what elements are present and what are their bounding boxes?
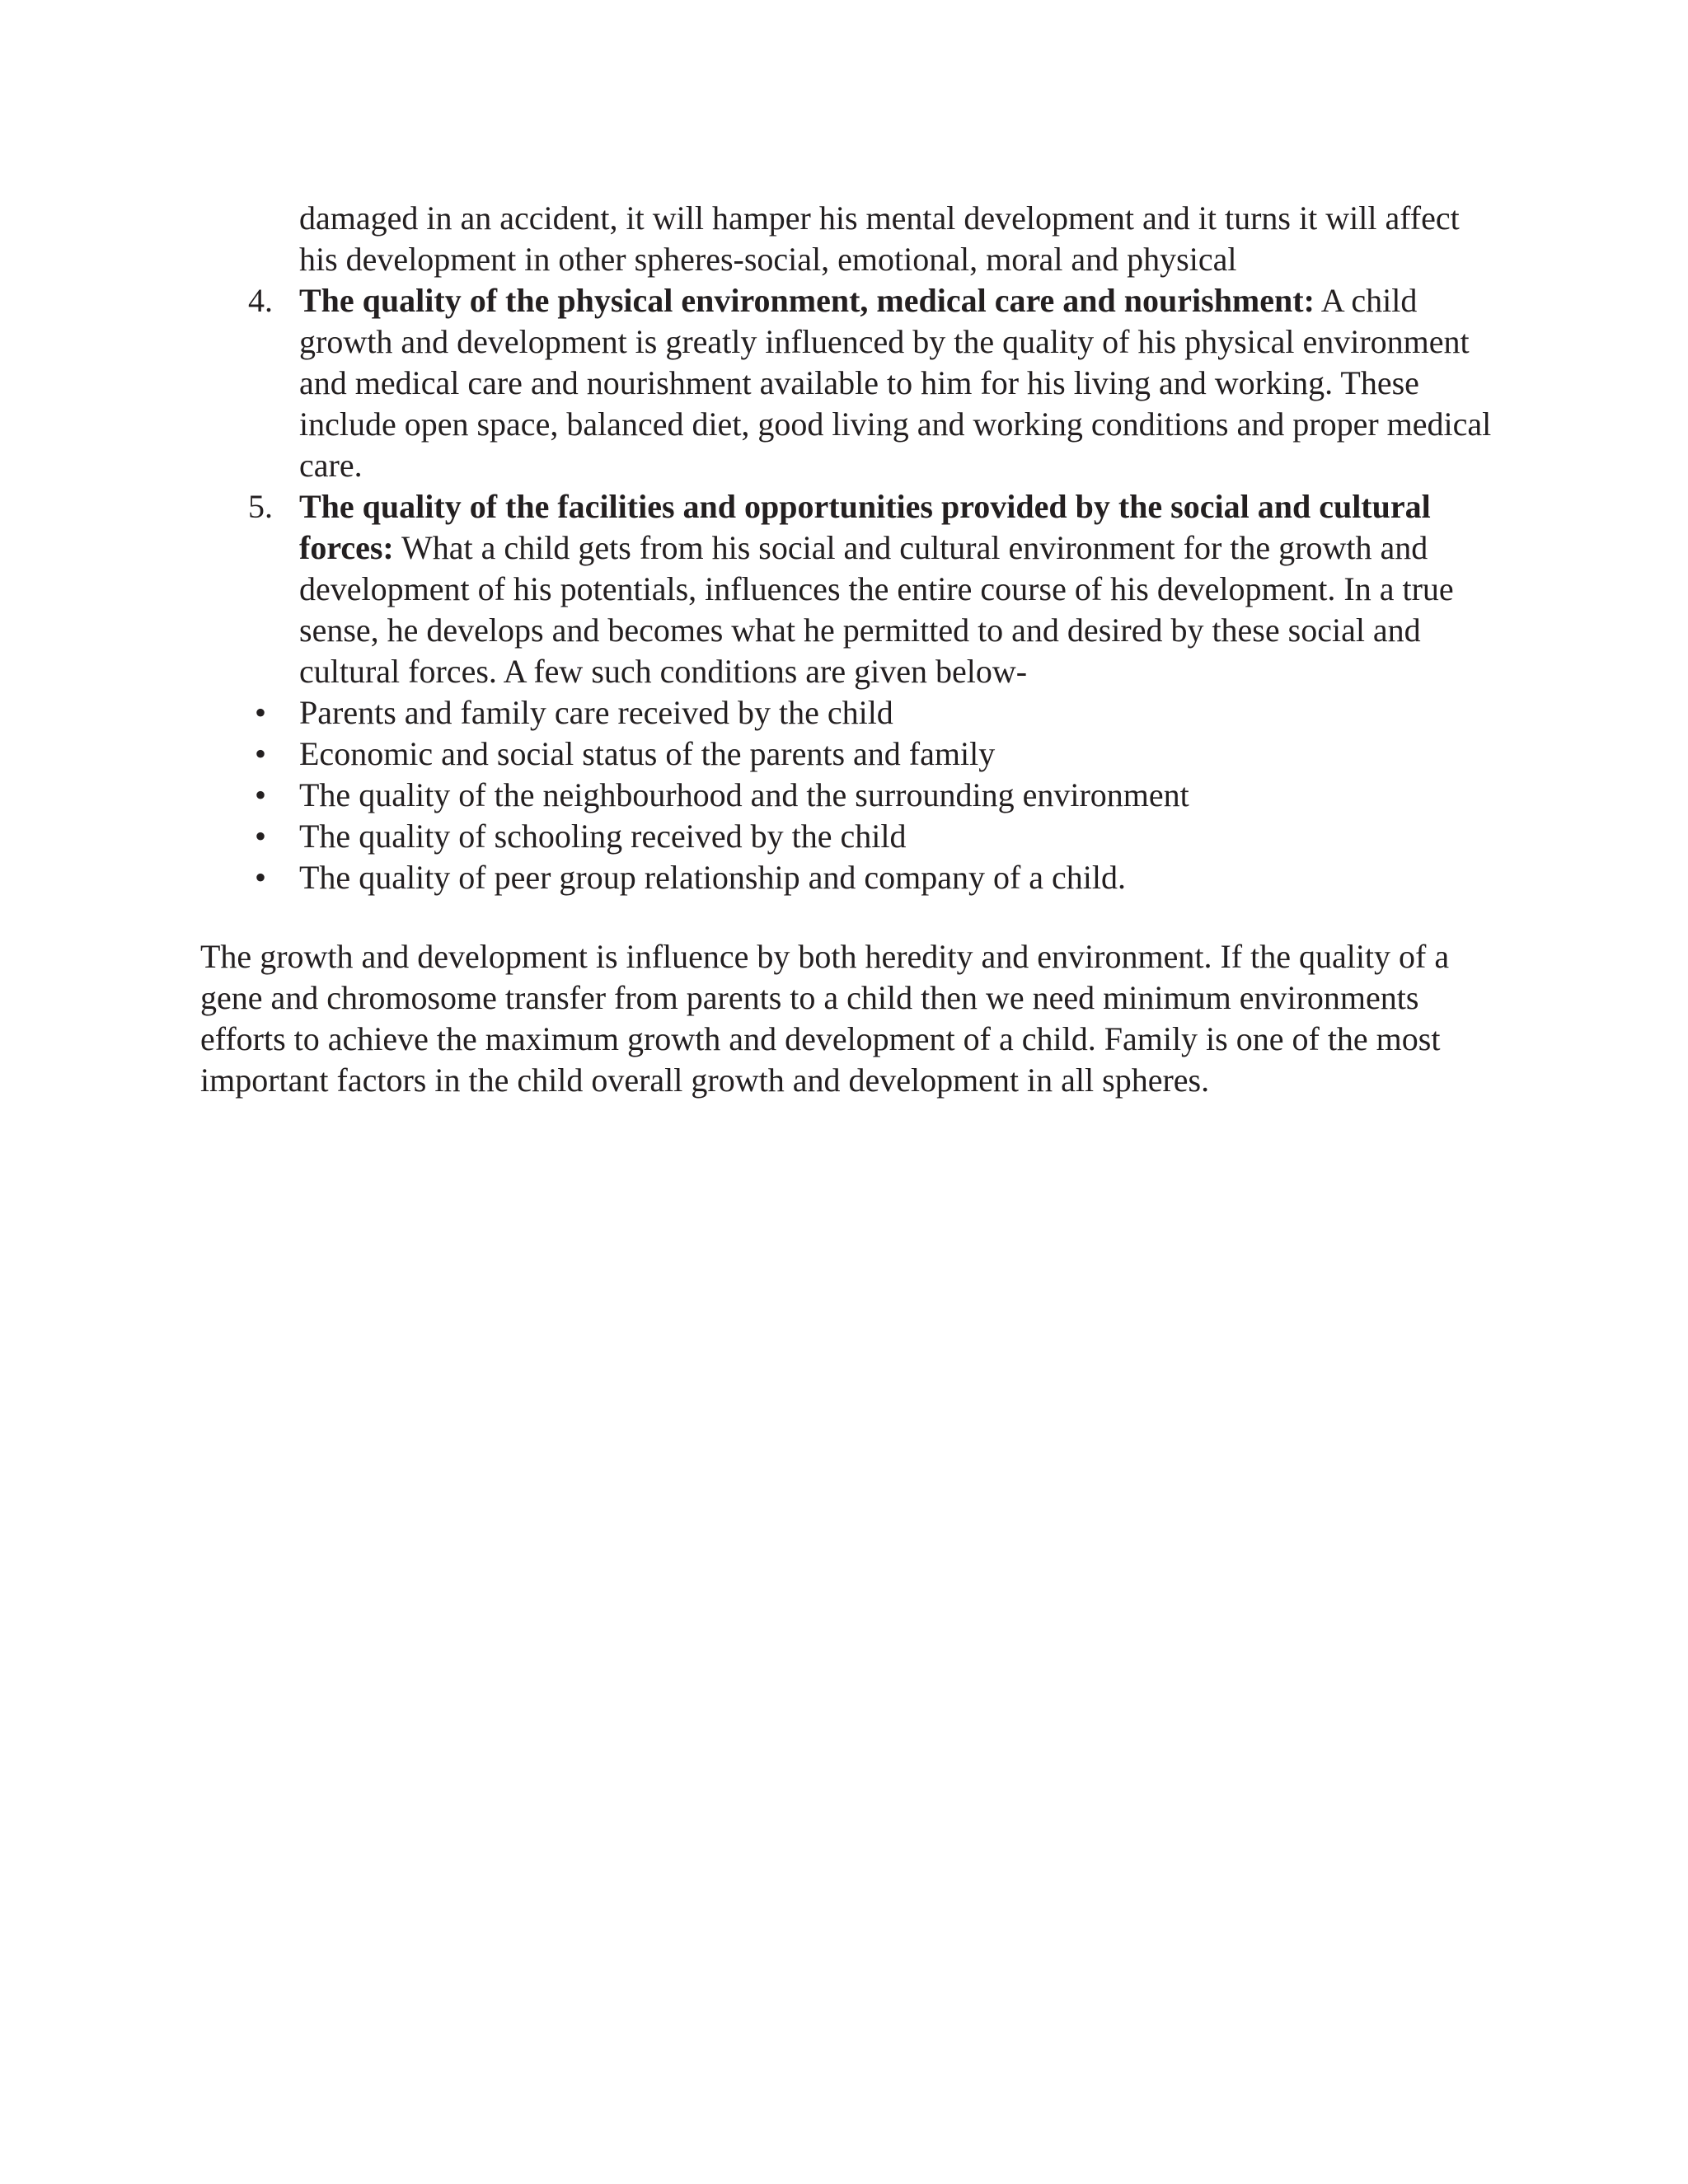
- numbered-item-4: [200, 280, 1503, 486]
- item-body: A child growth and development is greatly influenced by the quality of his physical environment and medical care and nourishment available to him for his living and working. These include open space, balanced diet, good living and working conditions and proper medical care.: [299, 282, 1492, 484]
- document-content: [200, 198, 1503, 1101]
- bullet-text: Economic and social status of the parents and family: [299, 735, 996, 772]
- bullet-text: The quality of the neighbourhood and the surrounding environment: [299, 776, 1189, 813]
- bullet-icon: •: [254, 818, 266, 855]
- item-heading: The quality of the facilities and opportunities provided by the social and cultural forces:: [299, 488, 1431, 566]
- item-body: What a child gets from his social and cultural environment for the growth and development of his potentials, influences the entire course of his development. In a true sense, he develops and becomes what he permitted to and desired by these social and cultural forces. A few such conditions are given below-: [299, 529, 1454, 690]
- bullet-text: Parents and family care received by the child: [299, 694, 893, 731]
- bullet-icon: •: [254, 776, 266, 813]
- item-number: 4.: [248, 282, 273, 319]
- bullet-icon: •: [254, 694, 266, 731]
- bullet-item: [200, 775, 1503, 816]
- bullet-item: [200, 733, 1503, 775]
- conclusion-paragraph: The growth and development is influence by both heredity and environment. If the quality of a gene and chromosome transfer from parents to a child then we need minimum environments efforts to achieve the maximum growth and development of a child. Family is one of the most important factors in the child overall growth and development in all spheres.: [200, 938, 1450, 1099]
- continuation-paragraph: damaged in an accident, it will hamper his mental development and it turns it will affect his development in other spheres-social, emotional, moral and physical: [299, 199, 1460, 278]
- item-heading: The quality of the physical environment, medical care and nourishment:: [299, 282, 1315, 319]
- bullet-icon: •: [254, 735, 266, 772]
- bullet-item: [200, 816, 1503, 857]
- bullet-item: [200, 692, 1503, 733]
- bullet-text: The quality of peer group relationship and company of a child.: [299, 859, 1127, 896]
- item-number: 5.: [248, 488, 273, 525]
- numbered-item-5: [200, 486, 1503, 692]
- bullet-icon: •: [254, 859, 266, 896]
- bullet-text: The quality of schooling received by the child: [299, 818, 907, 855]
- bullet-item: [200, 857, 1503, 898]
